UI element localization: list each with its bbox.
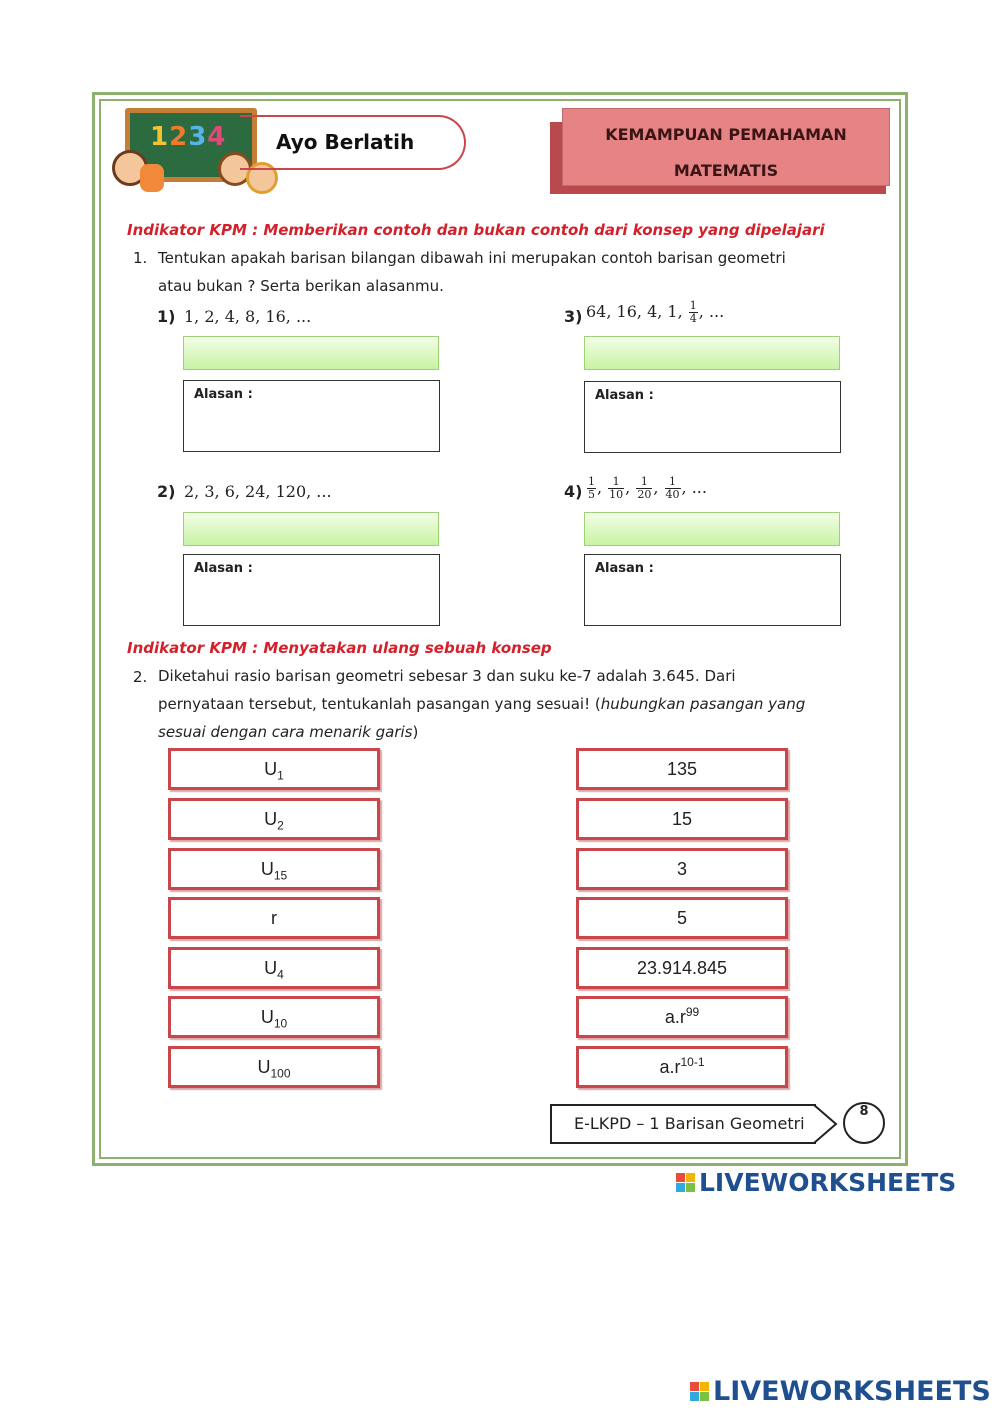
question-2-line1: Diketahui rasio barisan geometri sebesar 3 dan suku ke-7 adalah 3.645. Dari [158, 667, 736, 685]
fraction [689, 300, 698, 325]
match-left-u10[interactable] [168, 996, 380, 1038]
match-left-u100[interactable] [168, 1046, 380, 1088]
fraction-numerator: 1 [665, 476, 681, 489]
reason-label: Alasan : [595, 388, 654, 403]
match-left-base: U [264, 759, 278, 779]
question-1-line1: Tentukan apakah barisan bilangan dibawah ini merupakan contoh barisan geometri [158, 249, 786, 267]
sequence-3-prefix: 64, 16, 4, 1, [586, 302, 688, 321]
question-2-text [158, 662, 838, 746]
reason-label: Alasan : [595, 561, 654, 576]
sequence-3-suffix: , ... [698, 302, 725, 321]
match-right-ar10-1[interactable] [576, 1046, 788, 1088]
reason-label: Alasan : [194, 561, 253, 576]
match-left-base: U [257, 1057, 271, 1077]
item-label-4: 4) [564, 482, 583, 501]
match-left-subscript: 100 [270, 1066, 291, 1081]
match-left-u15[interactable] [168, 848, 380, 890]
sequence-4-suffix: , ... [681, 478, 707, 497]
answer-field-2[interactable] [183, 512, 439, 546]
question-2-line2 [158, 690, 838, 718]
question-2-line2-b: hubungkan pasangan yang [600, 695, 806, 713]
match-right-3[interactable] [576, 848, 788, 890]
watermark-text: LIVEWORKSHEETS [699, 1168, 957, 1197]
match-left-subscript: 15 [273, 868, 288, 883]
answer-field-3[interactable] [584, 336, 840, 370]
match-right-base: 5 [676, 908, 687, 928]
watermark-text: LIVEWORKSHEETS [713, 1376, 991, 1407]
sequence-3 [586, 300, 724, 325]
fraction-denominator: 10 [609, 488, 624, 501]
question-number-1: 1. [133, 249, 148, 267]
match-left-base: U [264, 958, 278, 978]
question-1-line2: atau bukan ? Serta berikan alasanmu. [158, 277, 444, 295]
sequence-1: 1, 2, 4, 8, 16, ... [184, 307, 312, 326]
reason-box-1[interactable] [183, 380, 440, 452]
kpm-title-line2: MATEMATIS [673, 161, 779, 180]
fraction-denominator: 40 [665, 488, 680, 501]
board-digits [150, 122, 226, 152]
liveworksheets-watermark-bottom [690, 1376, 991, 1407]
match-left-base: r [271, 908, 277, 928]
question-2-line3-a: sesuai dengan cara menarik garis [158, 723, 413, 741]
fraction-denominator: 5 [588, 488, 595, 501]
match-right-5[interactable] [576, 897, 788, 939]
kid-illustration [140, 164, 164, 192]
reason-box-3[interactable] [584, 381, 841, 453]
sequence-2: 2, 3, 6, 24, 120, ... [184, 482, 332, 501]
match-left-subscript: 4 [277, 967, 284, 982]
item-label-2: 2) [157, 482, 176, 501]
question-2-line3-b: ) [412, 723, 419, 741]
footer-label: E-LKPD – 1 Barisan Geometri [550, 1104, 816, 1144]
match-left-u1[interactable] [168, 748, 380, 790]
item-label-3: 3) [564, 307, 583, 326]
match-right-ar99[interactable] [576, 996, 788, 1038]
fraction-denominator: 20 [637, 488, 652, 501]
fraction [636, 476, 652, 501]
digit: 2 [169, 122, 189, 152]
footer-arrow-icon [800, 1104, 840, 1144]
match-right-23914845[interactable] [576, 947, 788, 989]
digit: 3 [188, 122, 208, 152]
indicator-1: Indikator KPM : Memberikan contoh dan bukan contoh dari konsep yang dipelajari [127, 221, 825, 239]
match-right-superscript: 99 [685, 1005, 700, 1019]
match-left-subscript: 1 [277, 768, 284, 783]
question-2-line2-a: pernyataan tersebut, tentukanlah pasangan yang sesuai! ( [158, 695, 601, 713]
match-left-base: U [264, 809, 278, 829]
reason-label: Alasan : [194, 387, 253, 402]
kpm-box [562, 108, 890, 186]
question-1-text [158, 244, 838, 300]
match-left-subscript: 10 [273, 1016, 288, 1031]
match-right-superscript: 10-1 [680, 1055, 705, 1069]
liveworksheets-logo-icon [676, 1173, 696, 1193]
answer-field-4[interactable] [584, 512, 840, 546]
question-2-line3 [158, 718, 838, 746]
match-right-base: 15 [671, 809, 693, 829]
item-label-1: 1) [157, 307, 176, 326]
liveworksheets-logo-icon [690, 1382, 710, 1402]
fraction [587, 476, 596, 501]
fraction-numerator: 1 [636, 476, 652, 489]
fraction-denominator: 4 [689, 312, 697, 325]
match-left-base: U [260, 859, 274, 879]
reason-box-4[interactable] [584, 554, 841, 626]
match-left-u4[interactable] [168, 947, 380, 989]
digit: 4 [207, 122, 227, 152]
fraction [665, 476, 681, 501]
liveworksheets-watermark-top [676, 1168, 956, 1197]
reason-box-2[interactable] [183, 554, 440, 626]
page-title: Ayo Berlatih [276, 130, 415, 154]
match-right-135[interactable] [576, 748, 788, 790]
sequence-4: $\frac{1}{5}$ , $\frac{1}{10}$ , $\frac{1}{20}$ , $\frac{1}{40}$ , ... [588, 475, 707, 501]
digit: 1 [150, 122, 170, 152]
fraction [608, 476, 624, 501]
match-right-base: 3 [676, 859, 687, 879]
answer-field-1[interactable] [183, 336, 439, 370]
match-right-base: 23.914.845 [636, 958, 728, 978]
match-right-base: a.r [659, 1057, 681, 1077]
match-left-base: U [260, 1007, 274, 1027]
kpm-title-line1: KEMAMPUAN PEMAHAMAN [605, 125, 847, 144]
match-right-base: a.r [664, 1007, 686, 1027]
match-right-base: 135 [666, 759, 698, 779]
question-number-2: 2. [133, 668, 148, 686]
indicator-2: Indikator KPM : Menyatakan ulang sebuah konsep [127, 639, 552, 657]
match-left-subscript: 2 [277, 818, 284, 833]
match-right-15[interactable] [576, 798, 788, 840]
match-left-r[interactable] [168, 897, 380, 939]
fraction-numerator: 1 [689, 299, 697, 312]
fraction-numerator: 1 [588, 475, 595, 488]
page-number: 8 [843, 1102, 885, 1144]
fraction-numerator: 1 [608, 476, 624, 489]
match-left-u2[interactable] [168, 798, 380, 840]
